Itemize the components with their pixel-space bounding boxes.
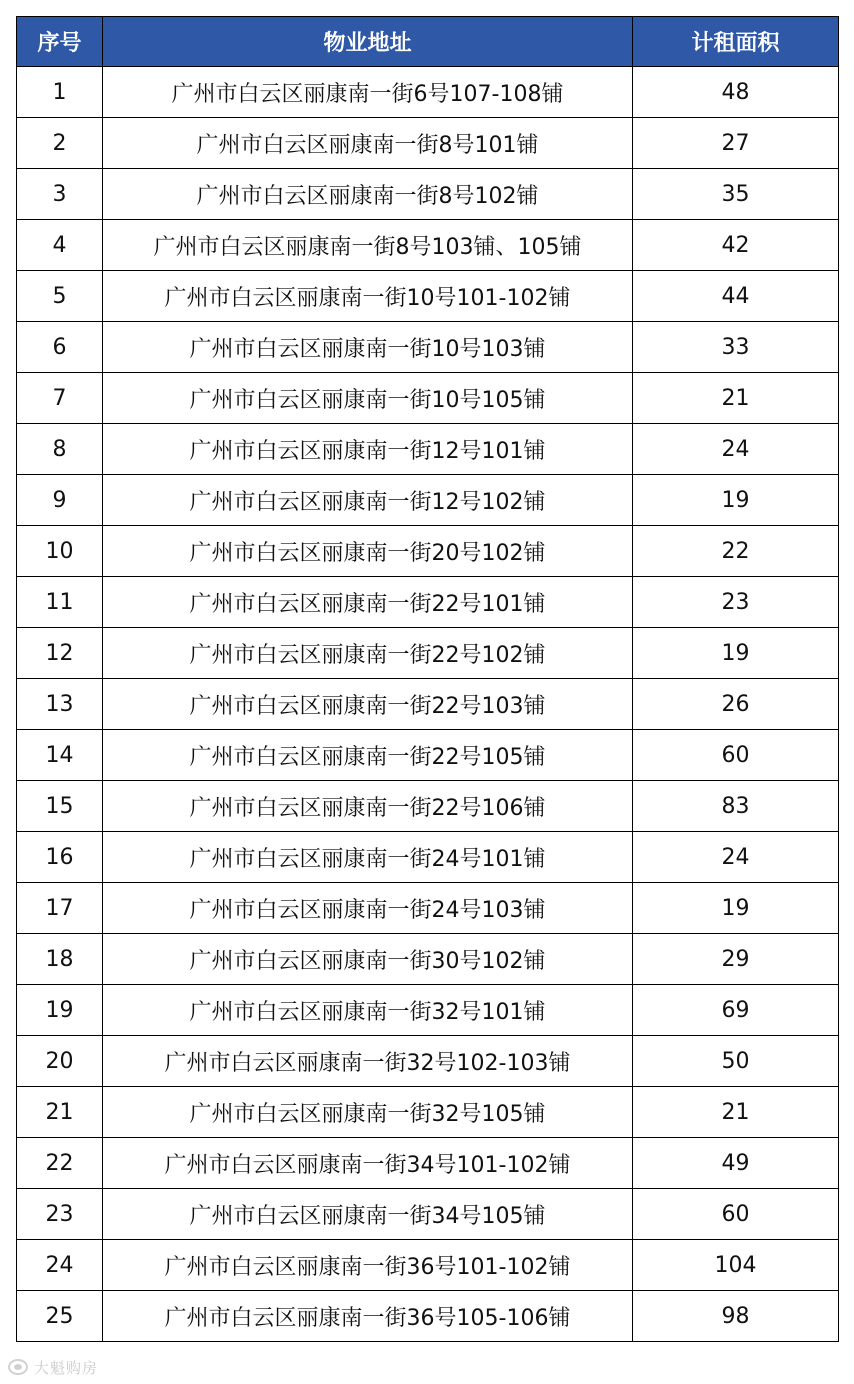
cell-area: 69 (633, 985, 839, 1036)
table-row (17, 628, 839, 679)
table-row (17, 985, 839, 1036)
table-row (17, 679, 839, 730)
cell-area: 19 (633, 628, 839, 679)
header-area: 计租面积 (633, 17, 839, 67)
cell-address: 广州市白云区丽康南一街24号101铺 (103, 832, 633, 883)
rent-area-table (16, 16, 839, 1342)
cell-index: 10 (17, 526, 103, 577)
cell-address: 广州市白云区丽康南一街34号101-102铺 (103, 1138, 633, 1189)
watermark (8, 1356, 98, 1378)
cell-address: 广州市白云区丽康南一街22号105铺 (103, 730, 633, 781)
table-row (17, 832, 839, 883)
logo-icon (8, 1359, 28, 1375)
cell-index: 21 (17, 1087, 103, 1138)
cell-address: 广州市白云区丽康南一街32号101铺 (103, 985, 633, 1036)
cell-index: 4 (17, 220, 103, 271)
cell-address: 广州市白云区丽康南一街20号102铺 (103, 526, 633, 577)
cell-area: 33 (633, 322, 839, 373)
cell-address: 广州市白云区丽康南一街8号102铺 (103, 169, 633, 220)
cell-index: 11 (17, 577, 103, 628)
table-row (17, 1036, 839, 1087)
table-row (17, 475, 839, 526)
cell-area: 48 (633, 67, 839, 118)
table-row (17, 883, 839, 934)
cell-index: 24 (17, 1240, 103, 1291)
cell-area: 22 (633, 526, 839, 577)
cell-index: 23 (17, 1189, 103, 1240)
table-row (17, 1087, 839, 1138)
cell-index: 8 (17, 424, 103, 475)
cell-address: 广州市白云区丽康南一街36号101-102铺 (103, 1240, 633, 1291)
header-row (17, 17, 839, 67)
cell-index: 22 (17, 1138, 103, 1189)
cell-area: 21 (633, 373, 839, 424)
cell-area: 60 (633, 1189, 839, 1240)
cell-area: 49 (633, 1138, 839, 1189)
cell-address: 广州市白云区丽康南一街36号105-106铺 (103, 1291, 633, 1342)
cell-index: 12 (17, 628, 103, 679)
cell-area: 23 (633, 577, 839, 628)
table-row (17, 1240, 839, 1291)
cell-area: 83 (633, 781, 839, 832)
cell-area: 24 (633, 832, 839, 883)
table-row (17, 118, 839, 169)
cell-index: 25 (17, 1291, 103, 1342)
cell-address: 广州市白云区丽康南一街30号102铺 (103, 934, 633, 985)
cell-address: 广州市白云区丽康南一街32号105铺 (103, 1087, 633, 1138)
cell-address: 广州市白云区丽康南一街32号102-103铺 (103, 1036, 633, 1087)
table-row (17, 934, 839, 985)
cell-index: 1 (17, 67, 103, 118)
cell-address: 广州市白云区丽康南一街24号103铺 (103, 883, 633, 934)
cell-index: 13 (17, 679, 103, 730)
table-row (17, 220, 839, 271)
cell-address: 广州市白云区丽康南一街6号107-108铺 (103, 67, 633, 118)
cell-address: 广州市白云区丽康南一街10号101-102铺 (103, 271, 633, 322)
table-row (17, 373, 839, 424)
cell-address: 广州市白云区丽康南一街12号101铺 (103, 424, 633, 475)
table-row (17, 526, 839, 577)
cell-address: 广州市白云区丽康南一街8号103铺、105铺 (103, 220, 633, 271)
cell-area: 21 (633, 1087, 839, 1138)
cell-address: 广州市白云区丽康南一街10号105铺 (103, 373, 633, 424)
table-body (17, 67, 839, 1342)
cell-index: 7 (17, 373, 103, 424)
cell-address: 广州市白云区丽康南一街22号102铺 (103, 628, 633, 679)
cell-address: 广州市白云区丽康南一街22号103铺 (103, 679, 633, 730)
cell-address: 广州市白云区丽康南一街12号102铺 (103, 475, 633, 526)
cell-area: 24 (633, 424, 839, 475)
table-row (17, 730, 839, 781)
header-address: 物业地址 (103, 17, 633, 67)
table-row (17, 169, 839, 220)
cell-area: 104 (633, 1240, 839, 1291)
cell-index: 3 (17, 169, 103, 220)
cell-address: 广州市白云区丽康南一街22号106铺 (103, 781, 633, 832)
table-row (17, 1189, 839, 1240)
cell-index: 14 (17, 730, 103, 781)
table-row (17, 781, 839, 832)
cell-index: 17 (17, 883, 103, 934)
table-header (17, 17, 839, 67)
cell-index: 20 (17, 1036, 103, 1087)
cell-area: 42 (633, 220, 839, 271)
cell-area: 98 (633, 1291, 839, 1342)
cell-index: 16 (17, 832, 103, 883)
cell-index: 15 (17, 781, 103, 832)
cell-area: 50 (633, 1036, 839, 1087)
cell-address: 广州市白云区丽康南一街8号101铺 (103, 118, 633, 169)
cell-index: 19 (17, 985, 103, 1036)
cell-area: 19 (633, 883, 839, 934)
cell-area: 35 (633, 169, 839, 220)
cell-index: 5 (17, 271, 103, 322)
cell-index: 9 (17, 475, 103, 526)
header-index: 序号 (17, 17, 103, 67)
cell-address: 广州市白云区丽康南一街22号101铺 (103, 577, 633, 628)
cell-area: 27 (633, 118, 839, 169)
watermark-text: 大魁购房 (34, 1358, 99, 1377)
table-row (17, 1138, 839, 1189)
cell-area: 29 (633, 934, 839, 985)
table-row (17, 577, 839, 628)
table-row (17, 67, 839, 118)
cell-area: 19 (633, 475, 839, 526)
cell-area: 60 (633, 730, 839, 781)
cell-area: 44 (633, 271, 839, 322)
cell-area: 26 (633, 679, 839, 730)
table-row (17, 1291, 839, 1342)
table-row (17, 424, 839, 475)
table-row (17, 322, 839, 373)
cell-address: 广州市白云区丽康南一街34号105铺 (103, 1189, 633, 1240)
cell-address: 广州市白云区丽康南一街10号103铺 (103, 322, 633, 373)
cell-index: 6 (17, 322, 103, 373)
table-row (17, 271, 839, 322)
cell-index: 2 (17, 118, 103, 169)
cell-index: 18 (17, 934, 103, 985)
